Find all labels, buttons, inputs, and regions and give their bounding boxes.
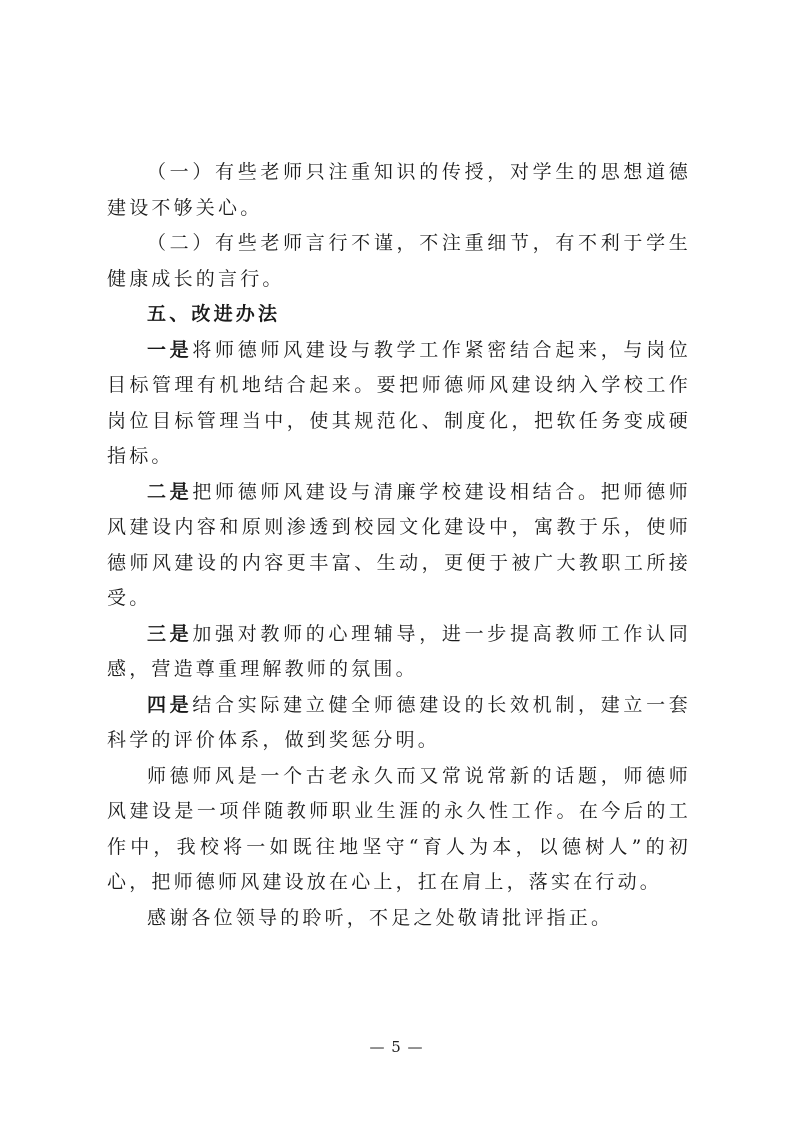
measure-lead: 四是 (147, 693, 193, 716)
measure-paragraph-1 (107, 333, 691, 475)
measure-lead: 三是 (147, 622, 193, 645)
problem-paragraph-2 (107, 226, 691, 297)
measure-lead: 一是 (147, 338, 193, 361)
section-heading: 五、改进办法 (147, 303, 281, 325)
measure-paragraph-3 (107, 617, 691, 688)
measure-text: 结合实际建立健全师德建设的长效机制，建立一套科学的评价体系，做到奖惩分明。 (107, 693, 691, 751)
measure-paragraph-2 (107, 475, 691, 617)
thanks-paragraph: 感谢各位领导的聆听，不足之处敬请批评指正。 (147, 906, 614, 929)
page-number: — 5 — (369, 1038, 424, 1056)
closing-paragraph: 师德师风是一个古老永久而又常说常新的话题，师德师风建设是一项伴随教师职业生涯的永久性工作。在今后的工作中，我校将一如既往地坚守“育人为本，以德树人”的初心，把师德师风建设放在心上，扛在肩上，落实在行动。 (107, 764, 691, 893)
paragraph-text: （二）有些老师言行不谨，不注重细节，有不利于学生健康成长的言行。 (107, 232, 691, 290)
measure-text: 将师德师风建设与教学工作紧密结合起来，与岗位目标管理有机地结合起来。要把师德师风建设纳入学校工作岗位目标管理当中，使其规范化、制度化，把软任务变成硬指标。 (107, 338, 691, 467)
measure-lead: 二是 (147, 480, 193, 503)
problem-paragraph-1 (107, 155, 691, 226)
paragraph-text: （一）有些老师只注重知识的传授，对学生的思想道德建设不够关心。 (107, 161, 691, 219)
measure-text: 加强对教师的心理辅导，进一步提高教师工作认同感，营造尊重理解教师的氛围。 (107, 622, 691, 680)
measure-paragraph-4 (107, 688, 691, 759)
document-body (107, 155, 691, 936)
measure-text: 把师德师风建设与清廉学校建设相结合。把师德师风建设内容和原则渗透到校园文化建设中，寓教于乐，使师德师风建设的内容更丰富、生动，更便于被广大教职工所接受。 (107, 480, 691, 609)
